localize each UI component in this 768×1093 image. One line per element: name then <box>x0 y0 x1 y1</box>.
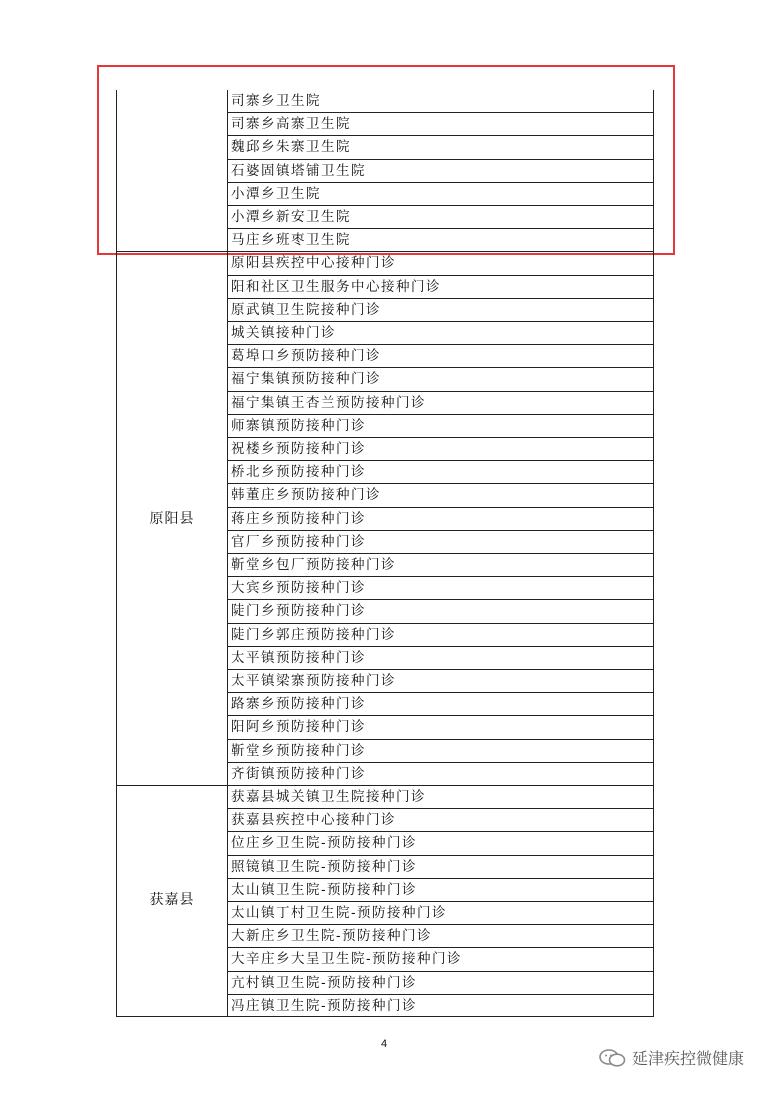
table-row: 魏邱乡朱寨卫生院 <box>228 136 653 159</box>
table-row: 大宾乡预防接种门诊 <box>228 577 653 600</box>
table-row: 照镜镇卫生院-预防接种门诊 <box>228 856 653 879</box>
table-row: 小潭乡新安卫生院 <box>228 206 653 229</box>
table-row: 阳和社区卫生服务中心接种门诊 <box>228 276 653 299</box>
table-row: 原阳县疾控中心接种门诊 <box>228 252 653 275</box>
table-row: 石婆固镇塔铺卫生院 <box>228 160 653 183</box>
wechat-icon <box>598 1048 626 1068</box>
table-row: 获嘉县疾控中心接种门诊 <box>228 809 653 832</box>
table-row: 太平镇梁寨预防接种门诊 <box>228 670 653 693</box>
group-label: 获嘉县 <box>149 892 195 908</box>
table-row: 阳阿乡预防接种门诊 <box>228 716 653 739</box>
page-number: 4 <box>380 1038 388 1050</box>
table-row: 司寨乡卫生院 <box>228 90 653 113</box>
table-row: 蒋庄乡预防接种门诊 <box>228 508 653 531</box>
table-row: 太山镇卫生院-预防接种门诊 <box>228 879 653 902</box>
table-row: 太山镇丁村卫生院-预防接种门诊 <box>228 902 653 925</box>
table-row: 司寨乡高寨卫生院 <box>228 113 653 136</box>
group-separator <box>117 251 228 252</box>
table-row: 路寨乡预防接种门诊 <box>228 693 653 716</box>
group-label: 原阳县 <box>149 511 195 527</box>
table-row: 太平镇预防接种门诊 <box>228 647 653 670</box>
table-row: 福宁集镇王杏兰预防接种门诊 <box>228 392 653 415</box>
table-row: 陡门乡郭庄预防接种门诊 <box>228 624 653 647</box>
watermark <box>598 1046 744 1069</box>
table-row: 大新庄乡卫生院-预防接种门诊 <box>228 925 653 948</box>
table-row: 亢村镇卫生院-预防接种门诊 <box>228 972 653 995</box>
group-separator <box>117 785 228 786</box>
table-row: 靳堂乡包厂预防接种门诊 <box>228 554 653 577</box>
table-row: 获嘉县城关镇卫生院接种门诊 <box>228 786 653 809</box>
table-row: 陡门乡预防接种门诊 <box>228 600 653 623</box>
table-row: 大辛庄乡大呈卫生院-预防接种门诊 <box>228 948 653 971</box>
table-row: 靳堂乡预防接种门诊 <box>228 740 653 763</box>
table-row: 齐街镇预防接种门诊 <box>228 763 653 786</box>
watermark-text: 延津疾控微健康 <box>631 1049 744 1068</box>
clinic-table <box>116 90 654 1017</box>
table-row: 官厂乡预防接种门诊 <box>228 531 653 554</box>
table-row: 祝楼乡预防接种门诊 <box>228 438 653 461</box>
table-row: 葛埠口乡预防接种门诊 <box>228 345 653 368</box>
table-row: 城关镇接种门诊 <box>228 322 653 345</box>
table-row: 冯庄镇卫生院-预防接种门诊 <box>231 997 418 1014</box>
table-row: 原武镇卫生院接种门诊 <box>228 299 653 322</box>
table-row: 小潭乡卫生院 <box>228 183 653 206</box>
table-row: 福宁集镇预防接种门诊 <box>228 368 653 391</box>
table-row: 韩董庄乡预防接种门诊 <box>228 484 653 507</box>
table-row: 马庄乡班枣卫生院 <box>228 229 653 252</box>
table-row: 师寨镇预防接种门诊 <box>228 415 653 438</box>
table-row: 桥北乡预防接种门诊 <box>228 461 653 484</box>
table-row: 位庄乡卫生院-预防接种门诊 <box>228 832 653 855</box>
